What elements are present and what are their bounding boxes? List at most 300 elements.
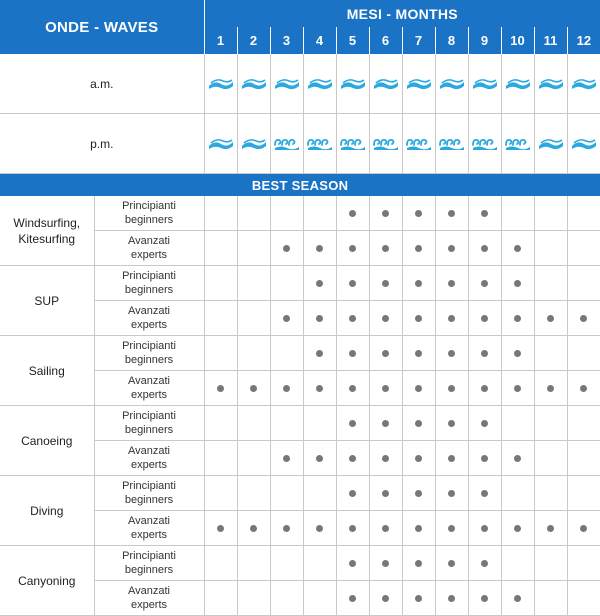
month-cell [534, 406, 567, 441]
level-italian: Avanzati [128, 235, 170, 247]
month-cell [567, 511, 600, 546]
season-dot [283, 315, 290, 322]
level-english: experts [130, 389, 168, 401]
season-dot [514, 595, 521, 602]
small-wave-icon [436, 77, 468, 91]
month-cell [435, 196, 468, 231]
month-cell [303, 266, 336, 301]
big-wave-icon [403, 137, 435, 151]
season-dot [250, 525, 257, 532]
month-cell [567, 476, 600, 511]
wave-cell [534, 54, 567, 114]
season-dot [547, 315, 554, 322]
month-cell [501, 406, 534, 441]
season-dot [217, 385, 224, 392]
level-italian: Avanzati [128, 305, 170, 317]
season-dot [514, 280, 521, 287]
small-wave-icon [469, 77, 501, 91]
season-dot [316, 280, 323, 287]
month-cell [402, 546, 435, 581]
sport-level-row [0, 476, 600, 511]
wave-cell [369, 114, 402, 174]
season-dot [514, 455, 521, 462]
season-dot [448, 245, 455, 252]
season-dot [349, 210, 356, 217]
level-italian: Principianti [122, 200, 176, 212]
level-italian: Principianti [122, 340, 176, 352]
month-cell [567, 336, 600, 371]
month-cell [237, 511, 270, 546]
month-cell [270, 266, 303, 301]
level-english: experts [130, 459, 168, 471]
month-cell [303, 371, 336, 406]
season-dot [349, 280, 356, 287]
month-cell [303, 231, 336, 266]
month-cell [468, 441, 501, 476]
level-italian: Avanzati [128, 585, 170, 597]
month-cell [369, 581, 402, 616]
month-cell [303, 441, 336, 476]
wave-cell [204, 114, 237, 174]
season-dot [448, 280, 455, 287]
sport-name: SUP [0, 266, 94, 336]
month-cell [435, 371, 468, 406]
season-dot [316, 455, 323, 462]
season-dot [349, 245, 356, 252]
level-label [94, 546, 204, 581]
month-cell [567, 581, 600, 616]
wave-cell [468, 114, 501, 174]
month-cell [336, 581, 369, 616]
small-wave-icon [535, 137, 567, 151]
month-cell [567, 441, 600, 476]
month-cell [435, 546, 468, 581]
month-cell [204, 581, 237, 616]
season-dot [481, 525, 488, 532]
month-cell [468, 476, 501, 511]
season-dot [316, 525, 323, 532]
level-label [94, 511, 204, 546]
month-cell [369, 406, 402, 441]
sport-name: Canyoning [0, 546, 94, 616]
month-cell [534, 441, 567, 476]
month-cell [336, 196, 369, 231]
level-italian: Principianti [122, 480, 176, 492]
month-cell [237, 231, 270, 266]
wave-cell [534, 114, 567, 174]
season-dot [547, 525, 554, 532]
month-cell [237, 196, 270, 231]
season-dot [448, 525, 455, 532]
season-dot [349, 385, 356, 392]
month-header-3: 3 [270, 27, 303, 54]
season-dot [283, 525, 290, 532]
month-cell [402, 371, 435, 406]
month-cell [534, 196, 567, 231]
month-cell [402, 406, 435, 441]
season-dot [382, 490, 389, 497]
wave-time-label: a.m. [0, 54, 204, 114]
season-dot [448, 490, 455, 497]
month-cell [567, 406, 600, 441]
month-cell [567, 546, 600, 581]
season-dot [448, 385, 455, 392]
level-italian: Avanzati [128, 515, 170, 527]
season-dot [217, 525, 224, 532]
small-wave-icon [535, 77, 567, 91]
month-header-8: 8 [435, 27, 468, 54]
month-header-7: 7 [402, 27, 435, 54]
small-wave-icon [502, 77, 534, 91]
level-label [94, 406, 204, 441]
wave-cell [336, 54, 369, 114]
month-cell [501, 336, 534, 371]
season-dot [448, 210, 455, 217]
month-cell [369, 546, 402, 581]
sport-level-row [0, 196, 600, 231]
wave-cell [435, 54, 468, 114]
month-cell [237, 266, 270, 301]
season-dot [349, 525, 356, 532]
month-cell [501, 231, 534, 266]
big-wave-icon [370, 137, 402, 151]
month-header-9: 9 [468, 27, 501, 54]
month-cell [567, 231, 600, 266]
wave-cell [204, 54, 237, 114]
wave-row [0, 114, 600, 174]
season-dot [514, 350, 521, 357]
season-dot [514, 245, 521, 252]
month-cell [567, 196, 600, 231]
season-dot [481, 595, 488, 602]
season-dot [415, 525, 422, 532]
month-cell [534, 476, 567, 511]
month-cell [270, 406, 303, 441]
month-cell [270, 476, 303, 511]
month-cell [534, 336, 567, 371]
wave-row [0, 54, 600, 114]
season-dot [415, 420, 422, 427]
season-dot [580, 315, 587, 322]
month-cell [402, 336, 435, 371]
month-cell [270, 336, 303, 371]
season-dot [481, 385, 488, 392]
month-cell [369, 441, 402, 476]
season-dot [448, 315, 455, 322]
month-cell [501, 441, 534, 476]
wave-cell [402, 54, 435, 114]
month-cell [501, 581, 534, 616]
month-header-12: 12 [567, 27, 600, 54]
season-dot [481, 560, 488, 567]
month-cell [270, 581, 303, 616]
small-wave-icon [271, 77, 303, 91]
big-wave-icon [469, 137, 501, 151]
month-cell [204, 301, 237, 336]
month-cell [303, 336, 336, 371]
month-cell [534, 301, 567, 336]
level-english: beginners [124, 354, 174, 366]
level-english: beginners [124, 284, 174, 296]
level-label [94, 581, 204, 616]
month-cell [435, 476, 468, 511]
wave-cell [435, 114, 468, 174]
level-label [94, 476, 204, 511]
level-italian: Avanzati [128, 375, 170, 387]
season-dot [349, 315, 356, 322]
month-cell [303, 406, 336, 441]
month-cell [336, 371, 369, 406]
month-cell [435, 266, 468, 301]
month-cell [435, 336, 468, 371]
best-season-row [0, 174, 600, 197]
month-cell [468, 406, 501, 441]
season-dot [349, 595, 356, 602]
month-cell [336, 441, 369, 476]
month-cell [468, 231, 501, 266]
month-cell [468, 301, 501, 336]
season-dot [382, 455, 389, 462]
level-english: beginners [124, 424, 174, 436]
sport-name: Windsurfing, Kitesurfing [0, 196, 94, 266]
season-dot [349, 490, 356, 497]
season-dot [415, 210, 422, 217]
months-header: MESI - MONTHS [204, 0, 600, 27]
month-cell [303, 546, 336, 581]
season-dot [382, 525, 389, 532]
month-cell [237, 336, 270, 371]
month-header-6: 6 [369, 27, 402, 54]
season-dot [415, 245, 422, 252]
month-cell [402, 441, 435, 476]
month-cell [435, 441, 468, 476]
month-cell [336, 406, 369, 441]
month-cell [369, 301, 402, 336]
month-cell [435, 231, 468, 266]
month-cell [303, 511, 336, 546]
month-cell [468, 581, 501, 616]
season-dot [514, 385, 521, 392]
month-cell [237, 371, 270, 406]
small-wave-icon [238, 77, 270, 91]
month-cell [435, 301, 468, 336]
sport-name: Diving [0, 476, 94, 546]
season-dot [382, 385, 389, 392]
wave-cell [237, 114, 270, 174]
month-cell [204, 266, 237, 301]
month-cell [303, 301, 336, 336]
month-cell [468, 511, 501, 546]
month-cell [402, 511, 435, 546]
month-cell [435, 511, 468, 546]
season-dot [382, 420, 389, 427]
level-english: experts [130, 529, 168, 541]
month-cell [270, 301, 303, 336]
season-dot [349, 455, 356, 462]
month-header-2: 2 [237, 27, 270, 54]
month-cell [468, 196, 501, 231]
month-cell [369, 511, 402, 546]
season-dot [349, 560, 356, 567]
month-cell [369, 231, 402, 266]
wave-cell [402, 114, 435, 174]
month-cell [402, 581, 435, 616]
level-label [94, 441, 204, 476]
month-cell [369, 371, 402, 406]
month-cell [204, 231, 237, 266]
season-dot [316, 385, 323, 392]
month-cell [402, 266, 435, 301]
season-dot [547, 385, 554, 392]
month-cell [567, 266, 600, 301]
wave-cell [270, 54, 303, 114]
wave-cell [567, 114, 600, 174]
sport-level-row [0, 406, 600, 441]
month-cell [468, 336, 501, 371]
best-season-header: BEST SEASON [0, 174, 600, 197]
month-cell [303, 581, 336, 616]
month-cell [567, 371, 600, 406]
month-cell [270, 511, 303, 546]
season-dot [382, 595, 389, 602]
month-header-4: 4 [303, 27, 336, 54]
month-cell [501, 511, 534, 546]
small-wave-icon [238, 137, 270, 151]
month-cell [567, 301, 600, 336]
level-english: experts [130, 249, 168, 261]
season-dot [415, 350, 422, 357]
season-dot [316, 315, 323, 322]
season-dot [415, 560, 422, 567]
month-cell [336, 546, 369, 581]
season-dot [448, 595, 455, 602]
month-cell [204, 336, 237, 371]
month-cell [336, 266, 369, 301]
big-wave-icon [502, 137, 534, 151]
month-cell [336, 476, 369, 511]
small-wave-icon [205, 137, 237, 151]
season-dot [283, 385, 290, 392]
month-header-11: 11 [534, 27, 567, 54]
level-label [94, 266, 204, 301]
month-cell [237, 546, 270, 581]
sport-level-row [0, 266, 600, 301]
month-cell [237, 441, 270, 476]
season-dot [382, 315, 389, 322]
month-cell [237, 301, 270, 336]
season-dot [514, 315, 521, 322]
month-cell [369, 476, 402, 511]
month-cell [270, 546, 303, 581]
wave-cell [501, 54, 534, 114]
level-english: beginners [124, 214, 174, 226]
season-dot [481, 210, 488, 217]
month-cell [534, 371, 567, 406]
month-cell [204, 406, 237, 441]
season-dot [382, 280, 389, 287]
waves-header: ONDE - WAVES [0, 0, 204, 54]
month-cell [204, 546, 237, 581]
small-wave-icon [568, 77, 600, 91]
month-cell [402, 231, 435, 266]
month-cell [501, 546, 534, 581]
month-cell [501, 371, 534, 406]
month-cell [303, 196, 336, 231]
season-dot [415, 280, 422, 287]
big-wave-icon [304, 137, 336, 151]
season-dot [481, 490, 488, 497]
season-dot [448, 350, 455, 357]
level-english: experts [130, 319, 168, 331]
month-cell [402, 301, 435, 336]
season-dot [415, 315, 422, 322]
wave-cell [303, 54, 336, 114]
season-dot [580, 385, 587, 392]
wave-cell [270, 114, 303, 174]
month-cell [534, 546, 567, 581]
season-dot [481, 315, 488, 322]
month-cell [270, 371, 303, 406]
month-cell [270, 196, 303, 231]
month-cell [534, 266, 567, 301]
season-dot [481, 455, 488, 462]
month-cell [204, 196, 237, 231]
month-cell [534, 581, 567, 616]
wave-cell [369, 54, 402, 114]
season-dot [448, 455, 455, 462]
big-wave-icon [271, 137, 303, 151]
season-dot [481, 280, 488, 287]
small-wave-icon [403, 77, 435, 91]
month-cell [204, 511, 237, 546]
level-english: experts [130, 599, 168, 611]
wave-cell [237, 54, 270, 114]
level-italian: Avanzati [128, 445, 170, 457]
season-dot [283, 455, 290, 462]
month-cell [369, 266, 402, 301]
level-label [94, 301, 204, 336]
month-header-10: 10 [501, 27, 534, 54]
month-cell [336, 231, 369, 266]
level-italian: Principianti [122, 270, 176, 282]
season-dot [382, 560, 389, 567]
level-label [94, 336, 204, 371]
month-cell [237, 406, 270, 441]
month-cell [468, 371, 501, 406]
season-dot [349, 420, 356, 427]
level-label [94, 371, 204, 406]
season-dot [481, 350, 488, 357]
wave-cell [303, 114, 336, 174]
month-cell [402, 476, 435, 511]
month-cell [270, 441, 303, 476]
season-dot [481, 245, 488, 252]
small-wave-icon [205, 77, 237, 91]
month-cell [204, 371, 237, 406]
month-cell [534, 511, 567, 546]
month-cell [435, 406, 468, 441]
month-cell [534, 231, 567, 266]
month-cell [303, 476, 336, 511]
month-cell [435, 581, 468, 616]
month-cell [336, 336, 369, 371]
wave-cell [501, 114, 534, 174]
month-cell [501, 301, 534, 336]
month-cell [501, 476, 534, 511]
month-cell [468, 266, 501, 301]
month-cell [501, 266, 534, 301]
season-dot [382, 350, 389, 357]
